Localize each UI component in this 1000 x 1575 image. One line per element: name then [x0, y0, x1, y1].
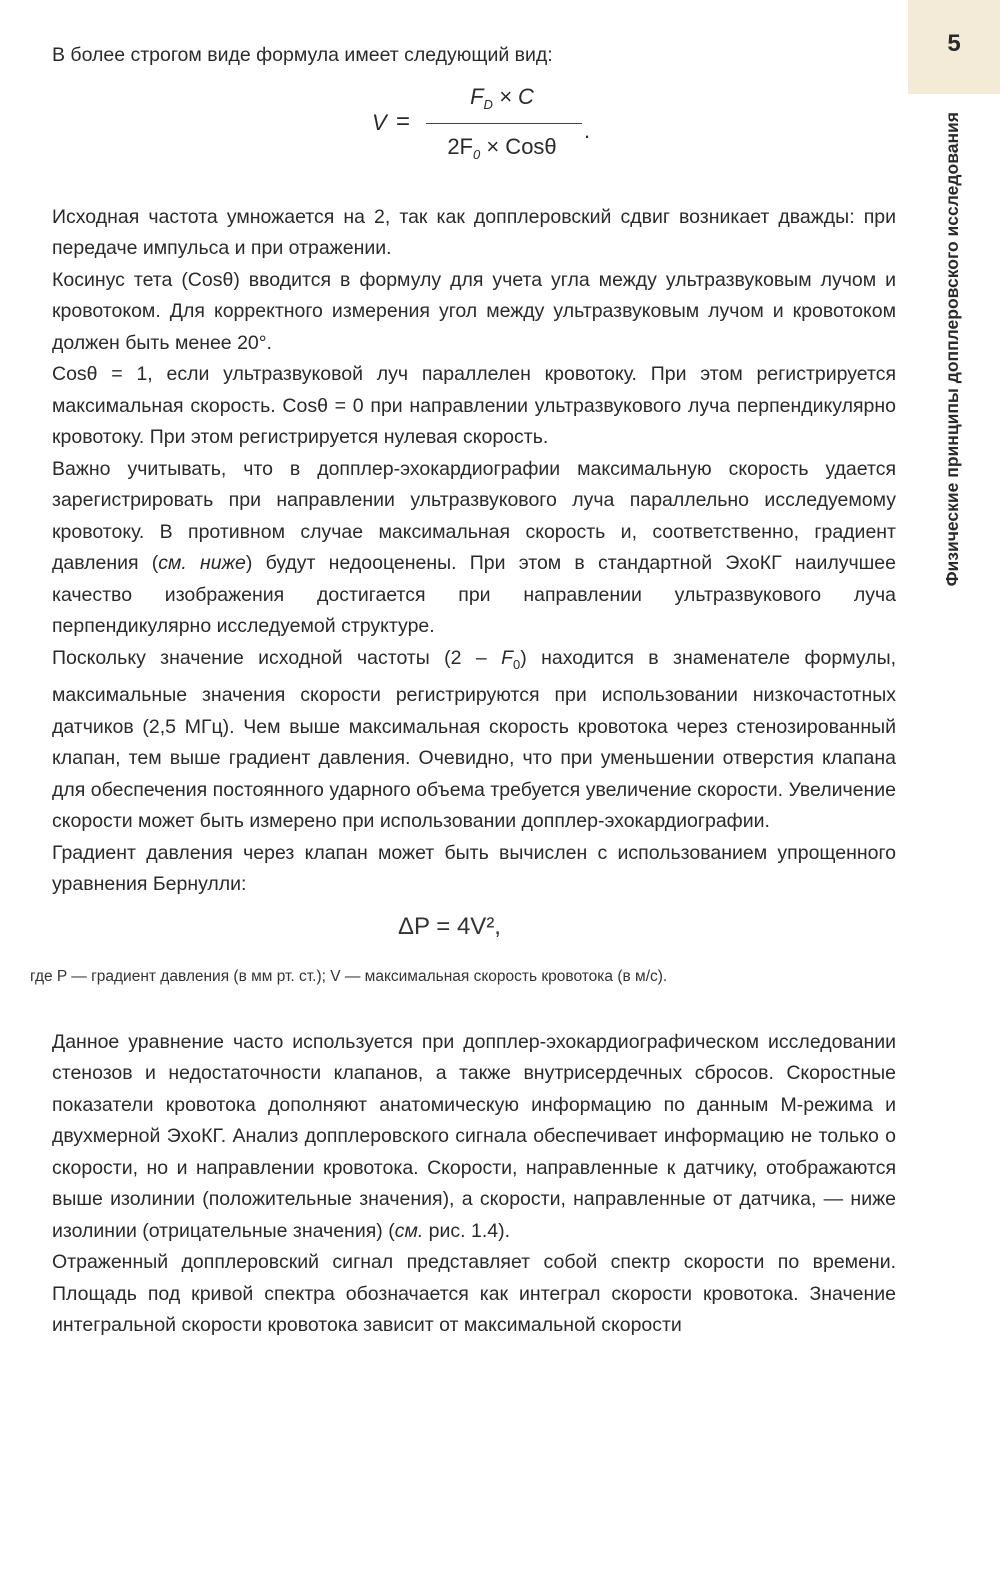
- intro-text: В более строгом виде формула имеет следующий вид:: [52, 44, 553, 66]
- page-number: 5: [947, 30, 961, 57]
- bernoulli-equation: ΔP = 4V²,: [398, 912, 501, 940]
- paragraph-5-a: Поскольку значение исходной частоты (2 –: [52, 646, 502, 669]
- paragraph-5-f: F: [501, 646, 514, 669]
- paragraph-4-a: Важно учитывать, что в допплер-эхокардиографии максимальную скорость удается зарегистрировать при направлении ультразвукового луча параллельно исследуемому кровотоку. В противном случае максимальная скорость и, соответственно, градиент давления (: [52, 457, 896, 574]
- formula-lhs: V: [372, 109, 387, 135]
- paragraph-5-sub: 0: [513, 656, 521, 672]
- denominator-rest: × Cosθ: [480, 133, 557, 159]
- formula-period: .: [584, 117, 591, 143]
- paragraph-4-italic: см. ниже: [158, 552, 246, 574]
- paragraph-4-b: ) будут недооценены. При этом в стандартной ЭхоКГ наилучшее качество изображения достигается при направлении ультразвукового луча перпендикулярно исследуемой структуре.: [52, 552, 896, 637]
- paragraph-3: Cosθ = 1, если ультразвуковой луч параллелен кровотоку. При этом регистрируется максимальная скорость. Cosθ = 0 при направлении ультразвукового луча перпендикулярно кровотоку. При этом регистрируется нулевая скорость.: [52, 363, 896, 448]
- formula-legend: где P — градиент давления (в мм рт. ст.); V — максимальная скорость кровотока (в м/с).: [30, 967, 668, 985]
- paragraph-6: Градиент давления через клапан может быть вычислен с использованием упрощенного уравнения Бернулли:: [52, 841, 896, 895]
- paragraph-1: Исходная частота умножается на 2, так как допплеровский сдвиг возникает дважды: при передаче импульса и при отражении.: [52, 205, 896, 259]
- numerator-subscript: D: [483, 96, 493, 112]
- paragraph-7-italic: см.: [394, 1219, 424, 1242]
- paragraph-5: [52, 643, 896, 838]
- fraction-bar: [426, 123, 582, 125]
- velocity-formula: [372, 80, 896, 180]
- paragraph-7-b: рис. 1.4).: [423, 1219, 511, 1242]
- paragraph-5-b: ) находится в знаменателе формулы, максимальные значения скорости регистрируются при использовании низкочастотных датчиков (2,5 МГц). Чем выше максимальная скорость кровотока через стенозированный клапан, тем выше градиент давления. Очевидно, что при уменьшении отверстия клапана для обеспечения постоянного ударного объема требуется увеличение скорости. Увеличение скорости может быть измерено при использовании допплер-эхокардиографии.: [52, 646, 896, 832]
- numerator-rest: × C: [492, 83, 534, 109]
- paragraph-8: Отраженный допплеровский сигнал представляет собой спектр скорости по времени. Площадь под кривой спектра обозначается как интеграл скорости кровотока. Значение интегральной скорости кровотока зависит от максимальной скорости: [52, 1251, 896, 1336]
- paragraph-7-a: Данное уравнение часто используется при допплер-эхокардиографическом исследовании стенозов и недостаточности клапанов, а также внутрисердечных сбросов. Скоростные показатели кровотока дополняют анатомическую информацию по данным М-режима и двухмерной ЭхоКГ. Анализ допплеровского сигнала обеспечивает информацию не только о скорости, но и направлении кровотока. Скорости, направленные к датчику, отображаются выше изолинии (положительные значения), а скорости, направленные от датчика, — ниже изолинии (отрицательные значения) (: [52, 1030, 896, 1242]
- denominator-2f: 2F: [447, 133, 473, 159]
- section-title: Физические принципы допплеровского исследования: [942, 112, 962, 587]
- page-content: [30, 40, 896, 1342]
- bernoulli-formula: [52, 909, 896, 965]
- formula-numerator: [428, 84, 576, 112]
- paragraph-4: [52, 454, 896, 643]
- formula-equals: =: [396, 107, 411, 135]
- paragraph-7: [52, 1027, 896, 1248]
- numerator-f: F: [470, 83, 484, 109]
- section-title-wrap: [938, 112, 966, 612]
- paragraph-2: Косинус тета (Cosθ) вводится в формулу для учета угла между ультразвуковым лучом и кровотоком. Для корректного измерения угол между ультразвуковым лучом и кровотоком должен быть менее 20°.: [52, 268, 896, 354]
- formula-denominator: [422, 134, 582, 162]
- denominator-subscript: 0: [473, 146, 481, 162]
